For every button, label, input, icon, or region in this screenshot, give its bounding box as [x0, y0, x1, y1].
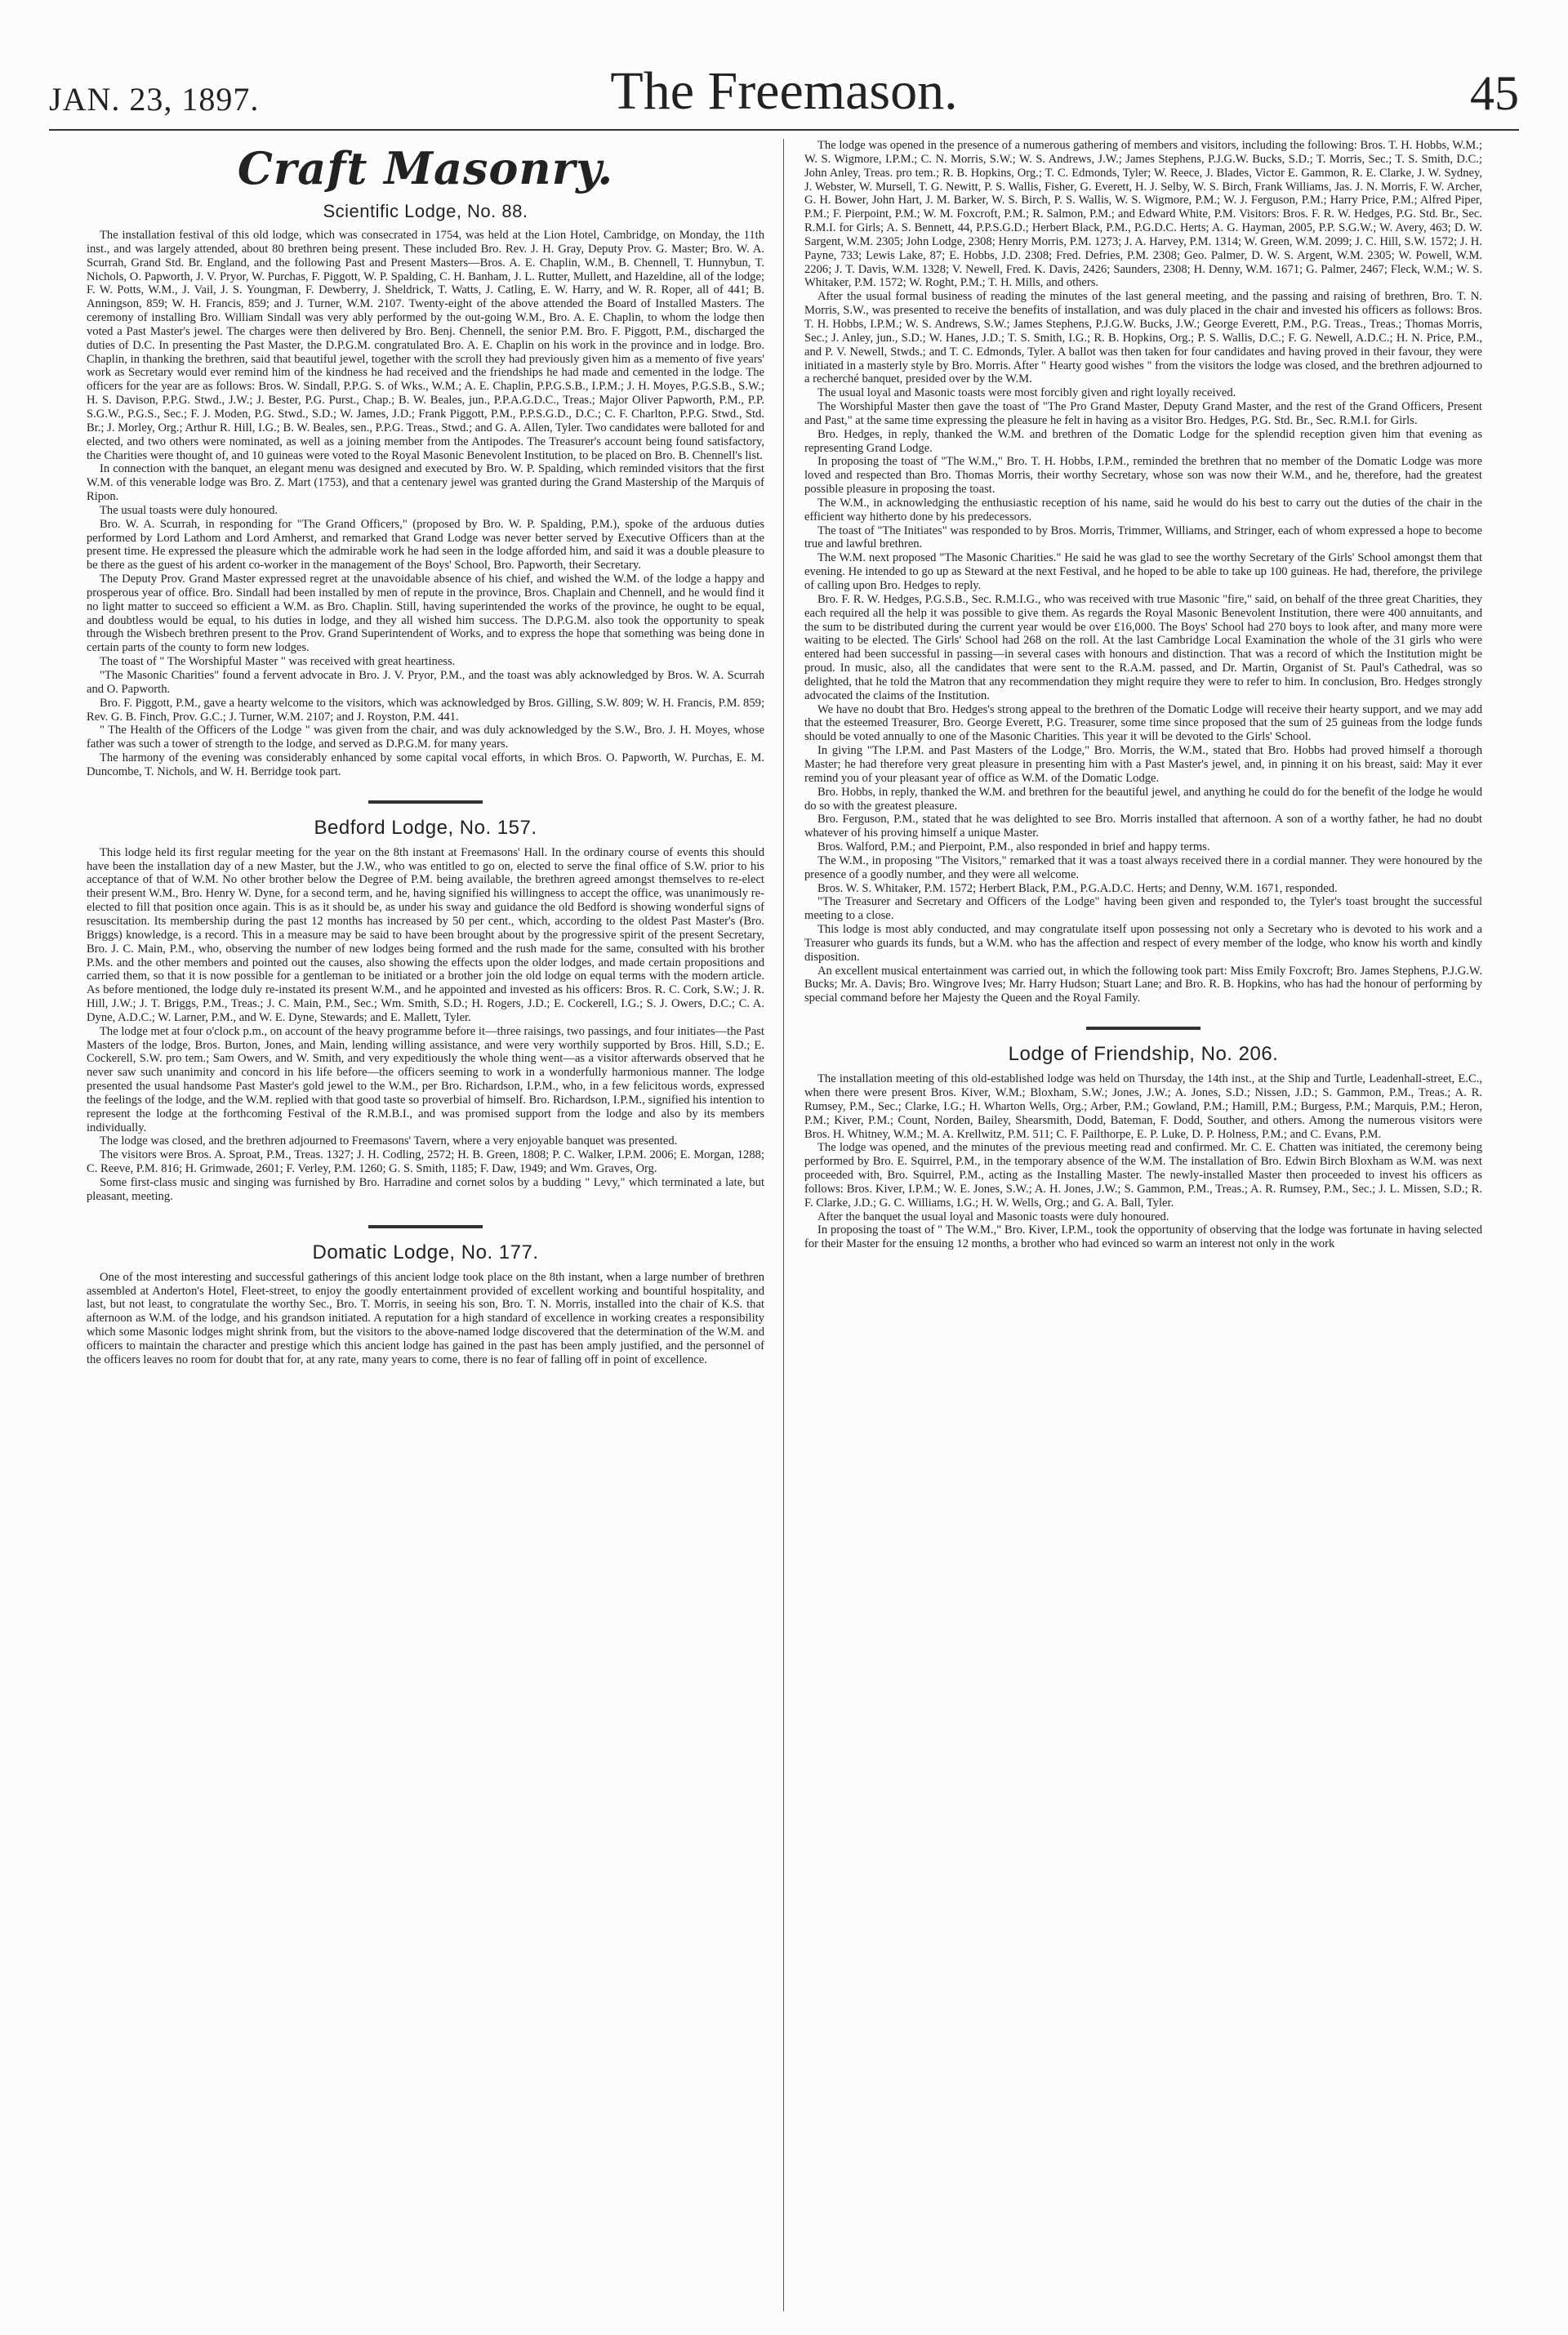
article-paragraph: We have no doubt that Bro. Hedges's strong appeal to the brethren of the Domatic Lodge will receive their hearty support, and we may add that the esteemed Treasurer, Bro. George Everett, P.G. Treasurer, some time since proposed that the sum of 25 guineas from the lodge funds should be voted annually to one of the Masonic Charities. This year it will be devoted to the Girls' School. — [804, 702, 1482, 744]
page-number: 45 — [1470, 66, 1519, 120]
lodge-heading-scientific: Scientific Lodge, No. 88. — [323, 201, 528, 221]
article-paragraph: "The Masonic Charities" found a fervent advocate in Bro. J. V. Pryor, P.M., and the toast was ably acknowledged by Bros. W. A. Scurrah and O. Papworth. — [87, 669, 764, 696]
article-paragraph: The lodge was closed, and the brethren adjourned to Freemasons' Tavern, where a very enjoyable banquet was presented. — [100, 1134, 678, 1148]
article-paragraph: Bro. F. R. W. Hedges, P.G.S.B., Sec. R.M.I.G., who was received with true Masonic "fire," said, on behalf of the three great Charities, they each required all the help it was possible to give them. As regards the Royal Masonic Benevolent Institution, there were 400 annuitants, and the sum to be distributed during the current year would be over £16,000. The Boys' School had 270 boys to look after, and many more were waiting to be elected. The Girls' School had 268 on the roll. At the last Cambridge Local Examination the whole of the 31 girls who were entered had been successful in passing—in several cases with honours and distinction. That was a record of which the Institution might be proud. In music, also, all the candidates that were sent to the R.A.M. passed, and Dr. Martin, Organist of St. Paul's Cathedral, was so delighted, that he told the Matron that any recommendation they might require they were to refer to him. In conclusion, Bro. Hedges strongly advocated the claims of the Institution. — [804, 592, 1482, 702]
article-paragraph: In proposing the toast of "The W.M.," Bro. T. H. Hobbs, I.P.M., reminded the brethren that no member of the Domatic Lodge was more loved and respected than Bro. Thomas Morris, their worthy Secretary, whose son was now their W.M., and he, therefore, had the greatest possible pleasure in proposing the toast. — [804, 455, 1482, 497]
article-paragraph: " The Health of the Officers of the Lodge " was given from the chair, and was duly acknowledged by the S.W., Bro. J. H. Moyes, whose father was such a tower of strength to the lodge, and served as D.P.G.M. for many years. — [87, 724, 764, 751]
article-paragraph: This lodge is most ably conducted, and may congratulate itself upon possessing not only a Secretary who is devoted to his work and a Treasurer who guards its funds, but a W.M. who has the affection and respect of every member of the lodge, who know his worth and kindly disposition. — [804, 923, 1482, 964]
article-paragraph: The toast of "The Initiates" was responded to by Bros. Morris, Trimmer, Williams, and Stringer, each of whom expressed a hope to become true and lawful brethren. — [804, 524, 1482, 551]
article-paragraph: The installation festival of this old lodge, which was consecrated in 1754, was held at the Lion Hotel, Cambridge, on Monday, the 11th inst., and was largely attended, about 80 brethren being present. These included Bro. Rev. J. H. Gray, Deputy Prov. G. Master; Bro. W. A. Scurrah, Grand Std. Br. England, and the following Past and Present Masters—Bros. A. E. Chaplin, W.M., B. Chennell, T. Hunnybun, T. Nichols, O. Papworth, J. V. Pryor, W. Purchas, F. Piggott, W. P. Spalding, C. H. Banham, J. L. Rutter, Mullett, and Hazeldine, all of the lodge; F. W. Potts, W.M., J. Vail, J. S. Youngman, F. Dewberry, J. Sheldrick, T. Watts, J. Catling, E. W. Harry, and W. R. Roper, all of 441; B. Anningson, 859; W. H. Francis, 859; and J. Turner, W.M. 2107. Twenty-eight of the above attended the Board of Installed Masters. The ceremony of installing Bro. William Sindall was very ably performed by the out-going W.M., Bro. A. E. Chaplin, to whom the lodge then voted a Past Master's jewel. The charges were then delivered by Bro. Benj. Chennell, the senior P.M. Bro. F. Piggott, P.M., discharged the duties of D.C. In presenting the Past Master, the D.P.G.M. congratulated Bro. A. E. Chaplin on his work in the province and in lodge. Bro. Chaplin, in thanking the brethren, said that beautiful jewel, together with the scroll they had previously given him as a memento of five years' work as Secretary would ever remind him of the kindness he had received and the friendships he had made and cemented in the lodge. The officers for the year are as follows: Bros. W. Sindall, P.P.G. S. of Wks., W.M.; A. E. Chaplin, P.P.G.S.B., I.P.M.; J. H. Moyes, P.G.S.B., S.W.; H. S. Davison, P.P.G. Stwd., J.W.; J. Bester, P.G. Purst., Chap.; B. W. Beales, jun., P.P.A.G.D.C., Treas.; Major Oliver Papworth, P.M., P.P. S.G.W., P.G.S., Sec.; F. J. Moden, P.G. Stwd., S.D.; W. James, J.D.; Frank Piggott, P.M., P.P.S.G.D., D.C.; C. F. Charlton, P.P.G. Stwd., Std. Br.; J. Morley, Org.; Arthur R. Hill, I.G.; B. W. Beales, sen., P.P.G. Treas., Stwd.; and G. A. Allen, Tyler. Two candidates were balloted for and elected, and two others were nominated, as well as a joining member from the Antipodes. The Treasurer's account being found satisfactory, the Charities were thought of, and 10 guineas were voted to the Royal Masonic Benevolent Institution, to be placed on Bro. B. Chennell's list. — [87, 229, 764, 462]
article-paragraph: The visitors were Bros. A. Sproat, P.M., Treas. 1327; J. H. Codling, 2572; H. B. Green, 1808; P. C. Walker, I.P.M. 2006; E. Morgan, 1288; C. Reeve, P.M. 816; H. Grimwade, 2601; F. Verley, P.M. 1260; G. S. Smith, 1185; F. Daw, 1949; and Wm. Graves, Org. — [87, 1148, 764, 1176]
article-paragraph: The toast of " The Worshipful Master " was received with great heartiness. — [100, 655, 456, 669]
article-paragraph: In giving "The I.P.M. and Past Masters of the Lodge," Bro. Morris, the W.M., stated that Bro. Hobbs had proved himself a thorough Master; he had therefore very great pleasure in presenting him with a Past Master's jewel, and, in pinning it on his breast, said: May it ever remind you of your pleasant year of office as W.M. of the Domatic Lodge. — [804, 744, 1482, 785]
article-paragraph: Bro. F. Piggott, P.M., gave a hearty welcome to the visitors, which was acknowledged by Bros. Gilling, S.W. 809; W. H. Francis, P.M. 859; Rev. G. B. Finch, Prov. G.C.; J. Turner, W.M. 2107; and J. Royston, P.M. 441. — [87, 696, 764, 724]
article-paragraph: Bros. W. S. Whitaker, P.M. 1572; Herbert Black, P.M., P.G.A.D.C. Herts; and Denny, W.M. 1671, responded. — [817, 881, 1338, 895]
article-paragraph: Bro. Ferguson, P.M., stated that he was delighted to see Bro. Morris installed that afternoon. A son of a worthy father, he had no doubt whatever of his proving himself a unique Master. — [804, 813, 1482, 840]
article-paragraph: "The Treasurer and Secretary and Officers of the Lodge" having been given and responded to, the Tyler's toast brought the successful meeting to a close. — [804, 895, 1482, 923]
article-paragraph: The Deputy Prov. Grand Master expressed regret at the unavoidable absence of his chief, and wished the W.M. of the lodge a happy and prosperous year of office. Bro. Sindall had been installed by men of repute in the province, Bros. Chaplain and Chennell, and he would find it no light matter to succeed so efficient a W.M. as Bro. Chaplin. Still, having superintended the works of the province, he ought to be equal, and doubtless would be equal, to his duties in lodge, and they all wished him success. The D.P.G.M. also took the opportunity to speak through the Wisbech brethren present to the Prov. Grand Superintendent of Works, and to express the hope that something was being done in certain parts of the county to form new lodges. — [87, 573, 764, 655]
article-paragraph: The installation meeting of this old-established lodge was held on Thursday, the 14th inst., at the Ship and Turtle, Leadenhall-street, E.C., when there were present Bros. Kiver, W.M.; Bloxham, S.W.; Jones, J.W.; A. Jones, S.D.; Nissen, J.D.; S. Gammon, P.M., Treas.; A. R. Rumsey, P.M., Sec.; Clarke, I.G.; H. Wharton Wells, Org.; Arber, P.M.; Gowland, P.M.; Hamill, P.M.; Burgess, P.M.; Marquis, P.M.; Heron, P.M.; Kiver, P.M.; Count, Norden, Bailey, Shearsmith, Dodd, Bateman, F. Dodd, Souther, and others. Among the numerous visitors were Bros. H. Whitney, W.M.; M. A. Krellwitz, P.M. 511; C. F. Pailthorpe, E. P. Luke, D. P. Holness, P.M.; and C. Evans, P.M. — [804, 1072, 1482, 1141]
article-paragraph: The Worshipful Master then gave the toast of "The Pro Grand Master, Deputy Grand Master, and the rest of the Grand Officers, Present and Past," at the same time expressing the pleasure he felt in having as a visitor Bro. Hedges, P.G. Std. Br., Sec. R.M.I. for Girls. — [804, 400, 1482, 427]
issue-date: JAN. 23, 1897. — [49, 81, 260, 118]
left-column — [87, 139, 764, 2311]
article-paragraph: The W.M., in proposing "The Visitors," remarked that it was a toast always received there in a cordial manner. They were honoured by the presence of a goodly number, and they were all welcome. — [804, 853, 1482, 881]
section-separator — [1086, 1027, 1200, 1030]
column-divider — [783, 139, 784, 2311]
article-paragraph: Bros. Walford, P.M.; and Pierpoint, P.M., also responded in brief and happy terms. — [817, 840, 1210, 854]
article-paragraph: The W.M. next proposed "The Masonic Charities." He said he was glad to see the worthy Secretary of the Girls' School amongst them that evening. He intended to go up as Steward at the next Festival, and he hoped to be able to take up 100 guineas. He had, therefore, the privilege of calling upon Bro. Hedges to reply. — [804, 551, 1482, 592]
masthead — [49, 57, 1519, 131]
article-paragraph: The lodge was opened in the presence of a numerous gathering of members and visitors, including the following: Bros. T. H. Hobbs, W.M.; W. S. Wigmore, I.P.M.; C. N. Morris, S.W.; W. S. Andrews, J.W.; James Stephens, P.J.G.W. Bucks, S.D.; T. Morris, Sec.; T. S. Smith, D.C.; John Anley, Treas. pro tem.; R. B. Hopkins, Org.; T. C. Edmonds, Tyler; W. Reece, J. Blades, Victor E. Gammon, R. E. Clarke, J. W. Sydney, J. Webster, W. Mursell, T. G. Newitt, P. S. Wallis, Fisher, G. Everett, H. J. Selby, W. S. Birch, Frank Williams, Jas. J. N. Morris, F. W. Archer, G. H. Bower, John Hart, J. M. Barker, W. S. Birch, P. S. Wallis, W. S. Wigmore, P.M.; W. J. Ferguson, P.M.; Harry Price, P.M.; Alfred Piper, P.M.; F. Pierpoint, P.M.; W. M. Foxcroft, P.M.; R. Salmon, P.M.; and Edward White, P.M. Visitors: Bros. F. R. W. Hedges, P.G. Std. Br., Sec. R.M.I. for Girls; A. S. Bennett, 44, P.P.S.G.D.; Herbert Black, P.M., P.G.D.C. Herts; A. G. Hayman, 2005, P.P. S.G.W.; W. Avery, 463; D. W. Sargent, W.M. 2305; John Lodge, 2308; Henry Morris, P.M. 1273; J. A. Harvey, P.M. 1314; W. Green, W.M. 2099; J. C. Hill, S.W. 1572; J. H. Payne, 733; Lewis Lake, 87; E. Hobbs, J.D. 2308; Fred. Defries, P.M. 2308; Geo. Palmer, D. W. S. Argent, W.M. 2305; W. Powell, W.M. 2206; J. T. Davis, W.M. 1328; V. Newell, Fred. K. Davis, 2426; Saunders, 2308; H. Denny, W.M. 1671; G. Palmer, 2467; Fleck, W.M.; W. S. Whitaker, P.M. 1572; W. Roght, P.M.; T. H. Mills, and others. — [804, 139, 1482, 290]
section-separator — [368, 1225, 483, 1228]
section-separator — [368, 800, 483, 804]
article-paragraph: Bro. Hobbs, in reply, thanked the W.M. and brethren for the beautiful jewel, and anything he could do for the benefit of the lodge he would do so with the greatest pleasure. — [804, 785, 1482, 813]
article-paragraph: One of the most interesting and successful gatherings of this ancient lodge took place on the 8th instant, when a large number of brethren assembled at Anderton's Hotel, Fleet-street, to enjoy the goodly entertainment provided of excellent working and bountiful hospitality, and last, but not least, to congratulate the worthy Sec., Bro. T. Morris, in seeing his son, Bro. T. N. Morris, installed into the chair of K.S. that afternoon as W.M. of the lodge, and his grandson initiated. A reputation for a high standard of excellence in working creates a responsibility which some Masonic lodges might shrink from, but the visitors to the above-named lodge discovered that the determination of the W.M. and officers to maintain the character and prestige which this ancient lodge has gained in the past has been amply justified, and the personnel of the officers leaves no room for doubt that for, at any rate, many years to come, there is no fear of falling off in point of excellence. — [87, 1270, 764, 1366]
article-paragraph: The lodge was opened, and the minutes of the previous meeting read and confirmed. Mr. C. E. Chatten was initiated, the ceremony being performed by Bro. E. Squirrel, P.M., in the temporary absence of the W.M. The installation of Bro. Edwin Birch Bloxham as W.M. was next proceeded with, Bro. Squirrel, P.M., acting as the Installing Master. The newly-installed Master then proceeded to invest his officers as follows: Bros. Kiver, I.P.M.; W. E. Jones, S.W.; A. H. Jones, J.W.; S. Gammon, P.M., Treas.; A. R. Rumsey, P.M., Sec.; J. L. Missen, S.D.; R. F. Clarke, J.D.; G. C. Williams, I.G.; H. W. Wells, Org.; and G. A. Ball, Tyler. — [804, 1141, 1482, 1210]
article-paragraph: After the usual formal business of reading the minutes of the last general meeting, and the passing and raising of brethren, Bro. T. N. Morris, S.W., was presented to receive the benefits of installation, and was duly placed in the chair and invested his officers as follows: Bros. T. H. Hobbs, I.P.M.; W. S. Andrews, S.W.; James Stephens, P.J.G.W. Bucks, J.W.; George Everett, P.M., P.G. Treas., Treas.; Thomas Morris, Sec.; J. Anley, jun., S.D.; W. Hanes, J.D.; T. S. Smith, I.G.; R. B. Hopkins, Org.; P. S. Wallis, D.C.; F. G. Newell, A.D.C.; H. N. Price, P.M., and P. V. Newell, Stwds.; and T. C. Edmonds, Tyler. A ballot was then taken for four candidates and having proved in their favour, they were initiated in a masterly style by Bro. Morris. After " Hearty good wishes " from the visitors the lodge was closed, and the brethren adjourned to a recherché banquet, presided over by the W.M. — [804, 290, 1482, 386]
article-paragraph: The usual toasts were duly honoured. — [100, 503, 278, 517]
right-column — [804, 139, 1482, 2311]
lodge-heading-domatic: Domatic Lodge, No. 177. — [312, 1241, 539, 1263]
article-paragraph: The W.M., in acknowledging the enthusiastic reception of his name, said he would do his best to carry out the duties of the chair in the efficient way hitherto done by his predecessors. — [804, 496, 1482, 524]
lodge-heading-bedford: Bedford Lodge, No. 157. — [314, 816, 537, 839]
article-paragraph: Some first-class music and singing was furnished by Bro. Harradine and cornet solos by a budding " Levy," which terminated a late, but pleasant, meeting. — [87, 1176, 764, 1203]
masthead-rule — [49, 129, 1519, 131]
lodge-heading-friendship: Lodge of Friendship, No. 206. — [1008, 1043, 1279, 1066]
article-paragraph: Bro. W. A. Scurrah, in responding for "The Grand Officers," (proposed by Bro. W. P. Spalding, P.M.), spoke of the arduous duties performed by Lord Lathom and Lord Amherst, and remarked that Grand Lodge was never better served by Executive Officers than at the present time. He expressed the pleasure which the admirable work he had seen in the lodge afforded him, and said it was a double pleasure to be there as the guest of his ardent co-worker in the management of the Boys' School, Bro. Papworth, their Secretary. — [87, 517, 764, 573]
article-paragraph: This lodge held its first regular meeting for the year on the 8th instant at Freemasons' Hall. In the ordinary course of events this should have been the installation day of a new Master, but the J.W., who was entitled to go on, elected to serve the final office of S.W. prior to his acceptance of that of W.M. No other brother below the Degree of P.M. being available, the brethren agreed amongst themselves to re-elect their present W.M., Bro. Henry W. Dyne, for a second term, and he, having signified his willingness to accept the office, was unanimously re-elected to fill that position once again. This is as it should be, as under his sway and guidance the old Bedford is showing wonderful signs of resuscitation. Its membership during the past 12 months has increased by 50 per cent., which, according to the oldest Past Master's (Bro. Briggs) knowledge, is a record. This in a measure may be said to have been brought about by the progressive spirit of the present Secretary, Bro. J. C. Main, P.M., who, observing the number of new lodges being formed and the rush made for the same, consulted with his brother P.Ms. and the other members and pointed out the causes, also showing the effects upon the older lodges, and made certain propositions and carried them, so that it is now possible for a gentleman to be initiated or a brother join the old lodge on equal terms with the modern article. As before mentioned, the lodge duly re-instated its present W.M., and he appointed and invested as his officers: Bros. R. C. Cork, S.W.; J. R. Hill, J.W.; J. T. Briggs, P.M., Treas.; J. C. Main, P.M., Sec.; Wm. Smith, S.D.; H. Rogers, J.D.; E. Cockerell, I.G.; S. J. Owers, D.C.; C. A. Dyne, A.D.C.; W. Larner, P.M., and W. E. Dyne, Stewards; and E. Mallett, Tyler. — [87, 845, 764, 1024]
article-paragraph: Bro. Hedges, in reply, thanked the W.M. and brethren of the Domatic Lodge for the splendid reception given him that evening as representing Grand Lodge. — [804, 427, 1482, 455]
article-paragraph: The usual loyal and Masonic toasts were most forcibly given and right loyally received. — [817, 386, 1236, 400]
newspaper-title: The Freemason. — [610, 61, 958, 121]
article-paragraph: An excellent musical entertainment was carried out, in which the following took part: Miss Emily Foxcroft; Bro. James Stephens, P.J.G.W. Bucks; Mr. A. Davis; Bro. Wingrove Ives; Mr. Harry Hudson; Stuart Lane; and Bro. R. B. Hopkins, who has had the honour of performing by special command before her Majesty the Queen and the Royal Family. — [804, 964, 1482, 1005]
article-paragraph: The harmony of the evening was considerably enhanced by some capital vocal efforts, in which Bros. O. Papworth, W. Purchas, E. M. Duncombe, T. Nichols, and W. H. Berridge took part. — [87, 751, 764, 778]
article-paragraph: In proposing the toast of " The W.M.," Bro. Kiver, I.P.M., took the opportunity of observing that the lodge was fortunate in having selected for their Master for the ensuing 12 months, a brother who had evinced so warm an interest not only in the work — [804, 1223, 1482, 1251]
section-title: Craft Masonry. — [237, 142, 614, 194]
article-paragraph: In connection with the banquet, an elegant menu was designed and executed by Bro. W. P. Spalding, which reminded visitors that the first W.M. of this venerable lodge was Bro. Z. Mart (1753), and that a centenary jewel was granted during the Grand Mastership of the Marquis of Ripon. — [87, 462, 764, 504]
article-paragraph: The lodge met at four o'clock p.m., on account of the heavy programme before it—three raisings, two passings, and four initiates—the Past Masters of the lodge, Bros. Burton, Jones, and Main, lending willing assistance, and were very worthily supported by Bros. Hill, S.D.; E. Cockerell, S.W. pro tem.; Sam Owers, and W. Smith, and very expeditiously the whole thing went—as a visitor afterwards observed that he never saw such unanimity and concord in his life before—the officers seeming to work in a wonderfully harmonious manner. The lodge presented the usual handsome Past Master's gold jewel to the W.M., per Bro. Richardson, I.P.M., who, in a few felicitous words, expressed the feelings of the lodge, and the W.M. replied with that good taste so proverbial of himself. Bro. Richardson, I.P.M., signified his intention to represent the lodge at the forthcoming Festival of the R.M.B.I., and was promised support from the lodge and also by its members individually. — [87, 1024, 764, 1134]
article-paragraph: After the banquet the usual loyal and Masonic toasts were duly honoured. — [817, 1210, 1169, 1223]
